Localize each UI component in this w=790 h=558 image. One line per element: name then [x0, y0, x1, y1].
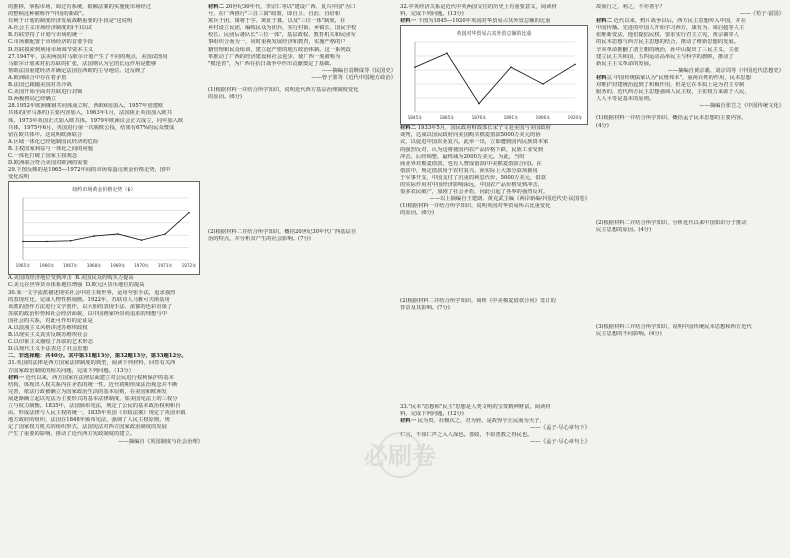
text-line: 体，1973年英国正式加入欧共体。1979年欧洲议会正式成立，同年加入欧	[8, 117, 184, 124]
sub-question-2: (2)根据材料二并结合所学知识，分析近代以来中国知识分子推动	[596, 219, 747, 226]
text-line: 地方政府的组织，法国在1848年颁布宪法，强调了人民主权原则，规	[8, 417, 170, 424]
option-b: B.法国已跟随美国对苏冷战	[8, 82, 72, 89]
option-a: A.美国的经济地位受到冲击	[8, 275, 72, 282]
text-line: 议，以促进中国农业复兴。此举一出，立即遭到国内民族资本家	[400, 139, 549, 146]
column-2	[208, 4, 396, 453]
material-line	[400, 125, 590, 132]
column-4	[596, 4, 784, 338]
text-line: 的推移，掌握市场，调过有系统，限额法案的实施使市场经过	[8, 4, 152, 10]
watermark-logo	[333, 430, 468, 480]
text-line: 该派的创作方法进行文学创作，以大胆的表现手法、浓郁的色彩渲染了	[8, 303, 173, 310]
text-line: 借款中，规定借款用于农村复兴，而实际上大部分款项被用	[400, 167, 538, 174]
option-d: D.以现代主义手法表达了社会思想	[8, 346, 88, 353]
x-tick-label: 1876年	[471, 115, 487, 121]
data-point	[70, 240, 72, 242]
chart-caption: 下图为1845—1920年英国对华贸易占其外贸总额的比重	[417, 18, 551, 25]
option-row-cd	[8, 282, 203, 289]
material-source: ——《孟子·尽心章句下》	[530, 424, 590, 431]
option-c: C.以印象主义描绘了苏联的艺术形态	[8, 339, 94, 346]
text-line: 籍管理和民众组训，建立起严密的地方政治体制。这一系列改	[208, 46, 352, 53]
text-line: 近代以来，西方国家在法律层面建立对公民进行权利保护的基本	[25, 374, 174, 381]
text-line: 民为贵，社稷次之，君为轻。是故得乎丘民而为天子，	[417, 417, 545, 424]
text-line: 故而行之，利之，不亦善乎？	[596, 4, 665, 10]
text-line: 30.某一文学流派描述现实社会中的主观世界，运用夸张手法，追求强烈	[8, 289, 176, 296]
text-line: 产生了重要的影响，推动了近代西方宪政制度的建立。	[8, 431, 136, 438]
material-line	[208, 4, 396, 11]
answer-space[interactable]	[596, 130, 784, 220]
question-28	[8, 103, 203, 167]
material-line	[596, 18, 784, 25]
question-29	[8, 167, 203, 289]
text-line: 事组织合而为一，同时重视发展经济和教育，实施严格的户	[208, 39, 346, 46]
text-line: 有利于计划的制度经济发展战略重要的手段是"这说明	[8, 18, 133, 25]
data-point	[164, 234, 166, 236]
x-tick-label: 1920年	[567, 115, 583, 121]
data-point	[574, 64, 576, 66]
text-line: 校长、民团后备队长"三位一体"，基层政权、教育机关和民团军	[208, 32, 356, 39]
text-line: 近代以来，鸦片战争以后，西方民主思想传入中国，并在	[613, 18, 747, 25]
text-line: 的表现对比，完成人物性格刻画。1922年，苏联诗人马雅可夫斯基用	[8, 296, 170, 303]
material-label: 材料二	[208, 4, 224, 10]
text-line: "模范省"，为广西在抗日战争中作出贡献奠定了基础。	[208, 60, 335, 67]
uk-trade-chart	[400, 25, 588, 125]
text-line: 建立民主共和国，五四运动高举民主与科学的旗帜，推动了	[596, 53, 734, 60]
x-tick-label: 1967年	[62, 263, 78, 269]
text-line: 的实际作用对中国经济影响深远，中国农产品价格受到冲击，	[400, 182, 544, 189]
option-a: A.区域一体化已经遏制国民经济的危险	[8, 138, 99, 145]
material-label: 材料一	[400, 18, 416, 25]
option-d: D.欧洲联合符合美国对欧洲的需要	[8, 160, 88, 167]
option-b: B.美国民众的购买力提高	[75, 275, 134, 282]
question-30	[8, 290, 203, 354]
answer-space[interactable]	[208, 243, 396, 453]
section-heading: 二、非选择题：共40分。其中第31题13分，第32题13分，第33题12分。	[8, 353, 187, 360]
material-label: 材料一	[8, 374, 24, 381]
data-point	[542, 83, 544, 85]
option-a: A.以浪漫主义风格讲述苏维埃政权	[8, 325, 88, 331]
answer-space[interactable]	[208, 101, 396, 229]
text-line: 留在欧共体中。这说明欧洲联合	[8, 131, 83, 138]
text-line: 的整顿这种被称作"中国的新政"。	[8, 11, 88, 18]
series-line	[23, 213, 189, 242]
x-tick-label: 1965年	[15, 263, 31, 269]
x-tick-label: 1865年	[439, 115, 455, 121]
option-c: C.美元在世界货币体系地位增强	[8, 282, 83, 289]
x-tick-label: 1972年	[181, 263, 197, 269]
text-line: 的民本思想与西方民主思想的结合，推动了维新思想的发展。	[596, 39, 740, 46]
text-line: 中国传播。先进的中国人开始学习西方，康有为、梁启超等人主	[596, 25, 745, 32]
x-tick-label: 1966年	[39, 263, 55, 269]
x-tick-label: 1969年	[110, 263, 126, 269]
material-line	[400, 418, 590, 425]
material-source: ——摘编自张岂之《中国传统文化》	[699, 103, 784, 110]
material-line	[400, 18, 590, 25]
chart-title: 纽约市场黄金价格走势（$）	[72, 187, 136, 194]
sub-question-1: (1)根据材料一并结合所学知识，说明近代西方基层治理制度变化	[208, 87, 359, 94]
text-line: 完善，依法行政被确立为国家政治生活的基本原则，在美国和欧洲发	[8, 388, 167, 395]
sub-question-2-points: 民主思想的原因。(4分)	[596, 226, 652, 233]
text-line: 结构，体现出人权关系内在矛盾的统一性，近代初期形成法治观念并不断	[8, 381, 178, 388]
text-line: 商业界对棉麦借款，也有人赞成借款(中美棉麦借款合同)。在	[400, 160, 542, 167]
data-point	[446, 53, 448, 55]
text-line: 料，完成下列问题。(13分)	[400, 11, 464, 18]
text-line: 人人平等是基本的原则。	[596, 96, 655, 103]
sub-question-2: (2)根据材料二并结合所学知识，简析《中美棉麦借款合同》签订的	[400, 297, 556, 304]
option-a: A.社会主义市场经济制度的(不)以试	[8, 25, 92, 32]
option-b: B.以现实主义真实反映苏维埃社会	[8, 332, 88, 339]
material-source: ——《孟子·尽心章句上》	[530, 439, 590, 446]
data-point	[188, 212, 190, 214]
material-label: 材料二	[596, 18, 612, 25]
chart-title: 英国对华贸易占其外贸总额的比重	[456, 31, 532, 38]
text-line: 的强烈反对，认为这将使国内农产品价格下跌，民族工业受到	[400, 146, 544, 153]
option-c: C.一体化打破了国家主权观念	[8, 152, 78, 159]
text-line: 29.下图反映的是1965—1972年间的市场每盎司黄金价格走势，图中	[8, 167, 171, 174]
text-line: 28.1952年欧洲煤钢共同体成立时，西欧6国加入。1957年创建欧	[8, 103, 164, 110]
text-line: 帮助法国重建经济并确定法国在西欧的主导地位。这反映了	[8, 67, 146, 74]
data-point	[22, 241, 24, 243]
column-1	[8, 4, 203, 446]
data-point	[414, 67, 416, 69]
text-line: 31.英国的法律是西方国家法律制度的典型，阅读下列材料，回答有关西	[8, 360, 176, 367]
watermark-text: 必刷卷	[364, 441, 436, 470]
x-tick-label: 1891年	[503, 115, 519, 121]
option-a: A.欧洲联合中存在着矛盾	[8, 74, 67, 81]
text-line: 料，完成下列问题。(12分)	[400, 410, 464, 417]
text-line: 苏联的政治形势和社会经济面貌，以中国画家所崇尚追求的理想与中	[8, 310, 167, 317]
data-point	[46, 241, 48, 243]
q26-options	[8, 25, 203, 53]
text-line: 国社会的关系，对此可作出的论证是	[8, 317, 93, 324]
material-source: ——以上摘编自王建朗、黄克武主编《两岸新编中国近代史·民国卷》	[429, 196, 590, 203]
material-label: 材料二	[400, 125, 416, 132]
data-point	[478, 103, 480, 105]
material-line	[8, 375, 203, 382]
text-line: 共体的(罗马条约)主要内容加入，1963年1月，法国阻止英国加入欧共	[8, 110, 173, 117]
data-point	[510, 67, 512, 69]
material-source: ——摘编自袁继成等《民国史》	[321, 67, 396, 74]
text-line: 马歇尔计划来对抗苏联的扩张，法国则认为它的长远作用是能够	[8, 60, 157, 67]
text-line: 方国家政治制度的相关问题，完成下列问题。（13分）	[8, 367, 134, 374]
material-source: ——摘编自黄宗羲、刘宗周等《中国近代思想史》	[667, 67, 784, 74]
column-3	[400, 4, 590, 446]
text-line: 寓兵于团、寓将于学、寓征于募，以及"三位一体"制度，在	[208, 18, 346, 25]
material-label: 材料三	[596, 74, 612, 81]
sub-question-2: (2)根据材料二并结合所学知识，概括20世纪30年代广西基层自	[208, 229, 357, 236]
x-tick-label: 1845年	[407, 115, 423, 121]
text-line: 很多农民破产，加剧了社会矛盾，因此引起了各界的强烈反对。	[400, 189, 549, 196]
text-line: 新民主主义革命的发展。	[596, 60, 655, 67]
text-line: 革推动了广西的经济建设和社会进步，使广西一度被称为	[208, 53, 341, 60]
material-line	[596, 75, 784, 82]
data-point	[93, 236, 95, 238]
option-b: B.主权国家利益与一体化之间的问题	[8, 145, 94, 152]
data-point	[141, 240, 143, 242]
material-source: ——曾子墨等《近代中国地方政治》	[311, 74, 396, 81]
text-line: 32.中英经济关系是近代中英两国交往的历史上有重要意义，阅读材	[400, 4, 557, 10]
sub-question-2-points: 背景及其影响。(7分)	[400, 304, 450, 311]
material-source: ——摘编自《英国制度与社会治理》	[118, 438, 203, 445]
sub-question-1: (1)根据材料一并结合所学知识，概括孟子民本思想的主要内容。	[596, 115, 747, 122]
text-line: 立与权力制衡。1835年，法国颁布宪法，规定了公民的基本政治权利和自	[8, 403, 181, 410]
text-line: 仁言，不如仁声之入人深也。善政，不如善教之得民也。	[400, 432, 533, 439]
text-line: 于军事开支，中国支付了沉重的利息代价，5000万美元，借款	[400, 174, 546, 181]
answer-space[interactable]	[400, 218, 590, 298]
text-line: 乡村设立民团，编练民众为团兵，实行村街、乡镇长、国民学校	[208, 25, 357, 32]
material-label: 材料一	[400, 417, 416, 424]
text-line: 1933年5月，国民政府财政部长宋子文赴美国与美国政府	[417, 125, 551, 132]
option-d: D.两极格局已经确立	[8, 96, 57, 103]
option-c: C.美国开始全面对苏联进行封锁	[8, 89, 83, 96]
text-line: 33."民本"思想和"民主"思想是人类文明的宝贵精神财富，阅读材	[400, 403, 551, 410]
x-tick-label: 1970年	[134, 263, 150, 269]
option-c: C.市场被配置于市场经济的首要手段	[8, 39, 94, 46]
sub-question-1-points: 的原因。(6分)	[208, 94, 242, 101]
intro-lines	[8, 4, 203, 25]
text-line: 展逐渐确立起以宪法为主要形式的基本法律制度，如美国宪法上的三权分	[8, 395, 178, 402]
question-31	[8, 360, 203, 445]
x-tick-label: 1968年	[86, 263, 102, 269]
question-27	[8, 54, 203, 104]
sub-question-3: (3)根据材料三并结合所学知识，说明中国传统民本思想和西方近代	[596, 323, 752, 330]
series-line	[415, 53, 575, 103]
answer-space[interactable]	[400, 312, 590, 404]
text-line: 变化说明	[8, 174, 30, 181]
x-tick-label: 1971年	[157, 263, 173, 269]
text-line: 号，在广西推行"三自三寓"政策，即自卫、自治、自给和	[208, 11, 340, 18]
option-d: D.欧元区货币地位的提高	[85, 282, 145, 289]
material-source: ——《荀子·富国》	[739, 11, 784, 18]
data-point	[117, 234, 119, 236]
text-line: 服务的。近代西方民主思想强调人民主权，主张权力来源于人民，	[596, 89, 750, 96]
answer-space[interactable]	[596, 234, 784, 324]
text-line: 对维护封建统治起到了积极作用，但是它在本质上是为君主专制	[596, 82, 745, 89]
text-line: 27.1947年，法美两国对马歇尔计划产生了不同的观点，美国试图用	[8, 53, 168, 60]
text-line: 中国传统儒家认为"民惟邦本"，重视百姓的作用，民本思想	[613, 74, 751, 81]
sub-question-3-points: 民主思想的不同影响。(4分)	[596, 330, 662, 337]
text-line: 由，形成法律与人民主权的统一，1835年英国《市政法案》规定了英国市镇	[8, 410, 186, 417]
text-line: 冲击。后经调整，最终减为2000万美元。为此，当时	[400, 153, 525, 160]
text-line: 共体，1975年6月，英国进行第一次脱欧公投，结果有67%的民众赞成	[8, 124, 175, 131]
x-tick-label: 1906年	[535, 115, 551, 121]
text-line: 谈判，达成以国民政府向美国购买棉麦借款5000万美元的协	[400, 132, 541, 139]
option-row-ab	[8, 275, 203, 282]
sub-question-1-points: 的原因。(6分)	[400, 210, 434, 217]
sub-question-2-points: 治的特点，并分析其产生的社会影响。(7分)	[208, 236, 311, 243]
sub-question-1: (1)根据材料一并结合所学知识，说明英国对华贸易所占比重变化	[400, 203, 551, 210]
text-line: 辛亥革命推翻了清王朝的统治，孙中山提出了三民主义，主张	[596, 46, 740, 53]
gold-price-chart	[8, 181, 200, 275]
sub-question-1-points: (4分)	[596, 122, 609, 129]
option-b: B.苏联坚持了计划与市场的统一	[8, 32, 83, 39]
text-line: 定了国家权力机关的组织形式，法国宪法对西方国家政治制度的发展	[8, 424, 167, 431]
text-line: 20世纪30年代，李宗仁等以"建设广西、复兴中国"为口	[225, 4, 356, 10]
option-d: D.苏联摸索到利用市场调节资本主义	[8, 46, 94, 53]
text-line: 张维新变法，他们提倡民权，要求实行君主立宪，黄宗羲等人	[596, 32, 740, 39]
